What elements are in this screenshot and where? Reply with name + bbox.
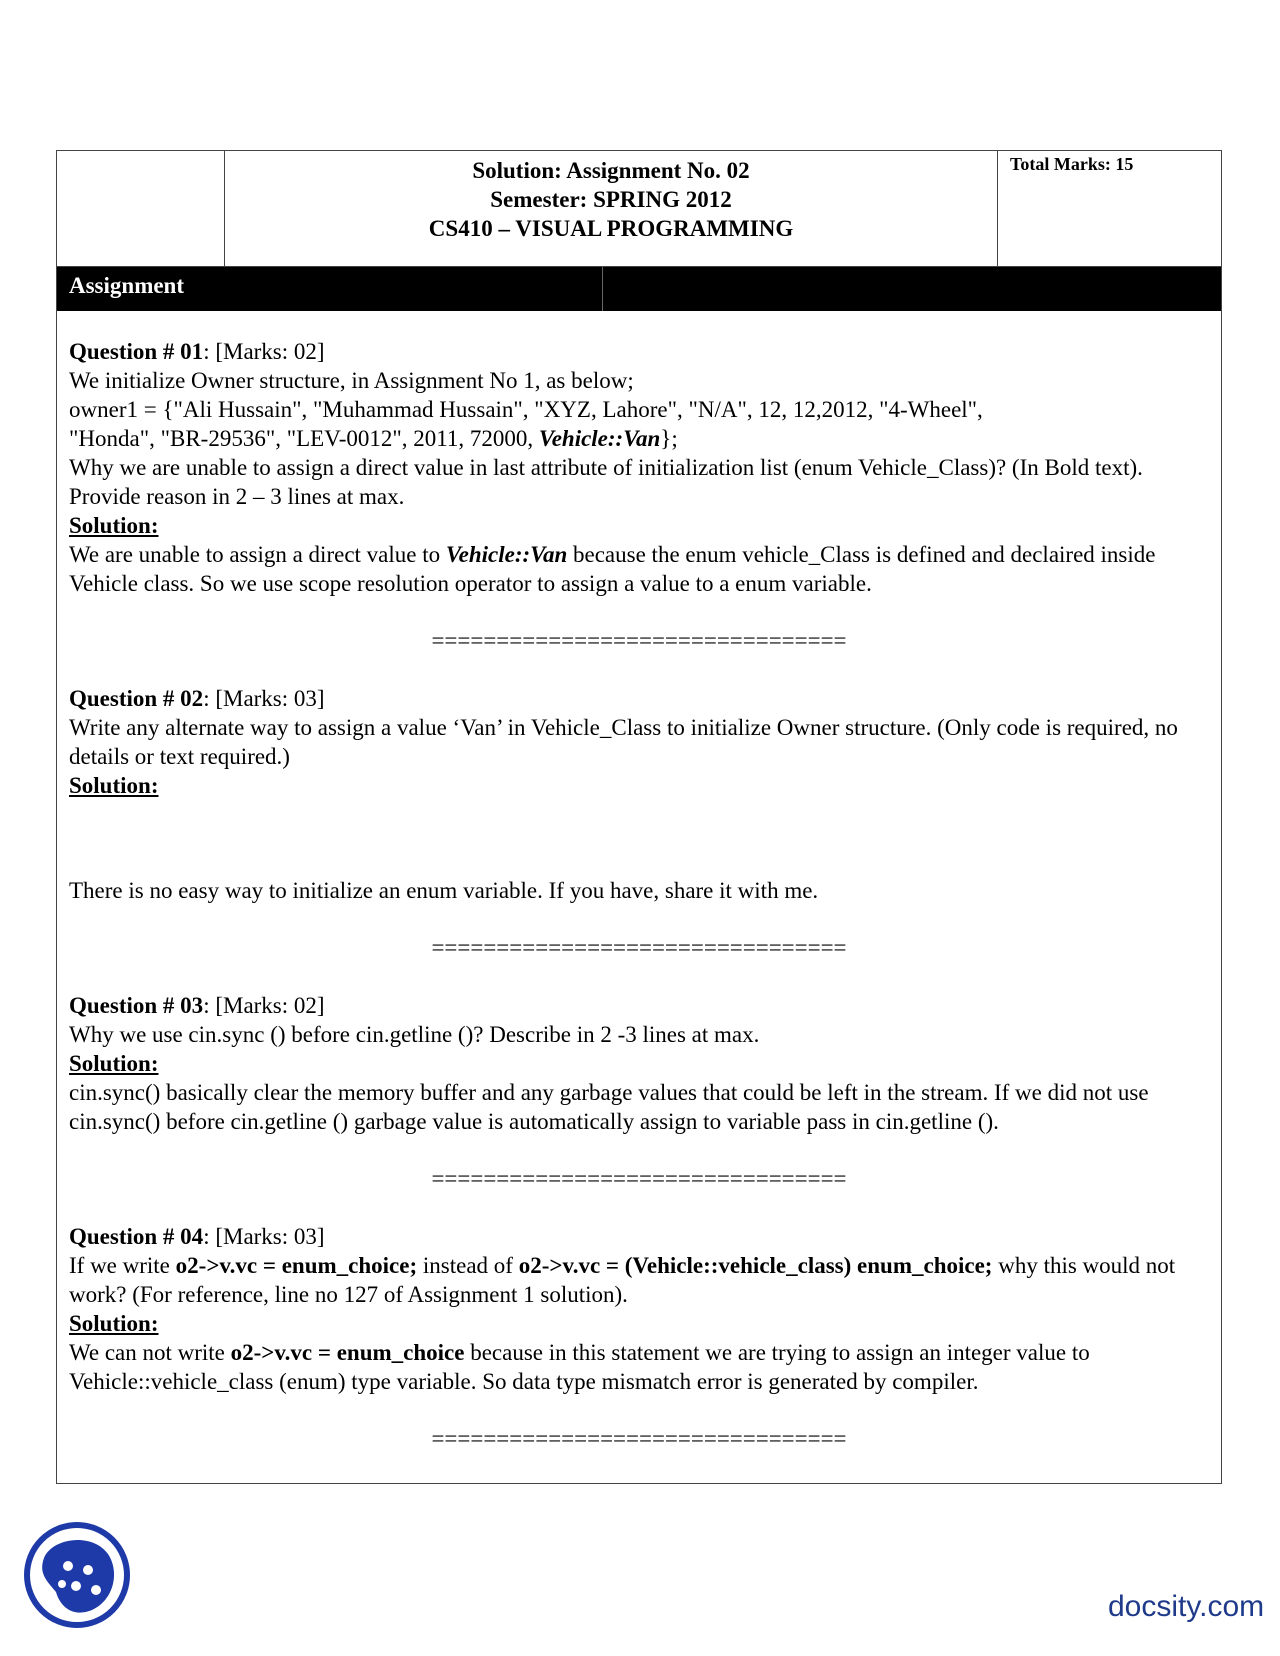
bar-divider xyxy=(602,267,603,311)
title-line-3: CS410 – VISUAL PROGRAMMING xyxy=(428,216,794,241)
question-4-code-2: o2->v.vc = (Vehicle::vehicle_class) enum_choice; xyxy=(518,1253,993,1278)
total-marks: Total Marks: 15 xyxy=(1010,154,1134,174)
question-3-marks: : [Marks: 02] xyxy=(203,993,325,1018)
question-4-l1-c: instead of xyxy=(417,1253,519,1278)
header-title-cell xyxy=(225,151,998,266)
docsity-logo-icon xyxy=(22,1520,132,1630)
question-4-code-1: o2->v.vc = enum_choice; xyxy=(175,1253,418,1278)
question-1-solution-c: because the enum vehicle_Class is defined and declaired inside Vehicle class. So we use scope resolution operator to assign a value to a enum variable. xyxy=(69,542,1156,596)
separator-3: ================================ xyxy=(431,1166,847,1191)
docsity-brand[interactable]: docsity.com xyxy=(1108,1590,1265,1623)
question-1-solution-a: We are unable to assign a direct value to xyxy=(69,542,446,567)
question-1-line-3 xyxy=(69,424,1209,453)
question-2-answer: There is no easy way to initialize an enum variable. If you have, share it with me. xyxy=(69,878,819,903)
question-1-line-2: owner1 = {"Ali Hussain", "Muhammad Hussain", "XYZ, Lahore", "N/A", 12, 12,2012, "4-Wheel", xyxy=(69,397,983,422)
title-line-2: Semester: SPRING 2012 xyxy=(490,187,732,212)
assignment-label: Assignment xyxy=(69,273,185,298)
question-1-solution-enum: Vehicle::Van xyxy=(445,542,568,567)
title-line-1: Solution: Assignment No. 02 xyxy=(472,158,750,183)
question-2-spacer xyxy=(69,800,1209,876)
question-4-solution-c: because in this statement we are trying to assign an integer value to Vehicle::vehicle_class (enum) type variable. So data type mismatch error is generated by compiler. xyxy=(69,1340,1090,1394)
question-3-title: Question # 03 xyxy=(69,993,204,1018)
question-1-enum-value: Vehicle::Van xyxy=(538,426,661,451)
question-3-line-1: Why we use cin.sync () before cin.getline ()? Describe in 2 -3 lines at max. xyxy=(69,1022,760,1047)
question-1-line-3-a: "Honda", "BR-29536", "LEV-0012", 2011, 72000, xyxy=(69,426,539,451)
question-1-title: Question # 01 xyxy=(69,339,204,364)
question-3-answer: cin.sync() basically clear the memory buffer and any garbage values that could be left in the stream. If we did not use cin.sync() before cin.getline () garbage value is automatically assign to variable pass in cin.getline (). xyxy=(69,1080,1149,1134)
question-2-solution-label: Solution: xyxy=(69,773,159,798)
question-4-l1-e: why this would not work? (For reference, line no 127 of Assignment 1 solution). xyxy=(69,1253,1176,1307)
question-2-heading xyxy=(69,684,1209,713)
question-3-heading xyxy=(69,991,1209,1020)
question-4-solution-code: o2->v.vc = enum_choice xyxy=(230,1340,465,1365)
question-3-solution-label: Solution: xyxy=(69,1051,159,1076)
header-row xyxy=(57,151,1221,267)
separator-4: ================================ xyxy=(431,1426,847,1451)
assignment-frame xyxy=(56,150,1222,1484)
question-2-marks: : [Marks: 03] xyxy=(203,686,325,711)
question-4-line-1 xyxy=(69,1251,1209,1309)
question-4-solution-label: Solution: xyxy=(69,1311,159,1336)
question-1-line-3-c: }; xyxy=(660,426,678,451)
separator-1: ================================ xyxy=(431,628,847,653)
question-4-heading xyxy=(69,1222,1209,1251)
question-1-solution xyxy=(69,540,1209,598)
question-2-title: Question # 02 xyxy=(69,686,204,711)
question-4-marks: : [Marks: 03] xyxy=(203,1224,325,1249)
question-1-marks: : [Marks: 02] xyxy=(203,339,325,364)
question-2-line-1: Write any alternate way to assign a value ‘Van’ in Vehicle_Class to initialize Owner structure. (Only code is required, no details or text required.) xyxy=(69,715,1178,769)
separator-2: ================================ xyxy=(431,935,847,960)
question-4-solution xyxy=(69,1338,1209,1396)
question-4-solution-a: We can not write xyxy=(69,1340,231,1365)
question-4-l1-a: If we write xyxy=(69,1253,176,1278)
assignment-content xyxy=(69,337,1209,1482)
question-1-heading xyxy=(69,337,1209,366)
question-1-solution-label: Solution: xyxy=(69,513,159,538)
question-1-line-1: We initialize Owner structure, in Assignment No 1, as below; xyxy=(69,368,634,393)
assignment-bar xyxy=(57,267,1221,311)
header-empty-cell xyxy=(57,151,225,266)
question-1-line-4: Why we are unable to assign a direct value in last attribute of initialization list (enum Vehicle_Class)? (In Bold text). Provide reason in 2 – 3 lines at max. xyxy=(69,455,1143,509)
question-4-title: Question # 04 xyxy=(69,1224,204,1249)
